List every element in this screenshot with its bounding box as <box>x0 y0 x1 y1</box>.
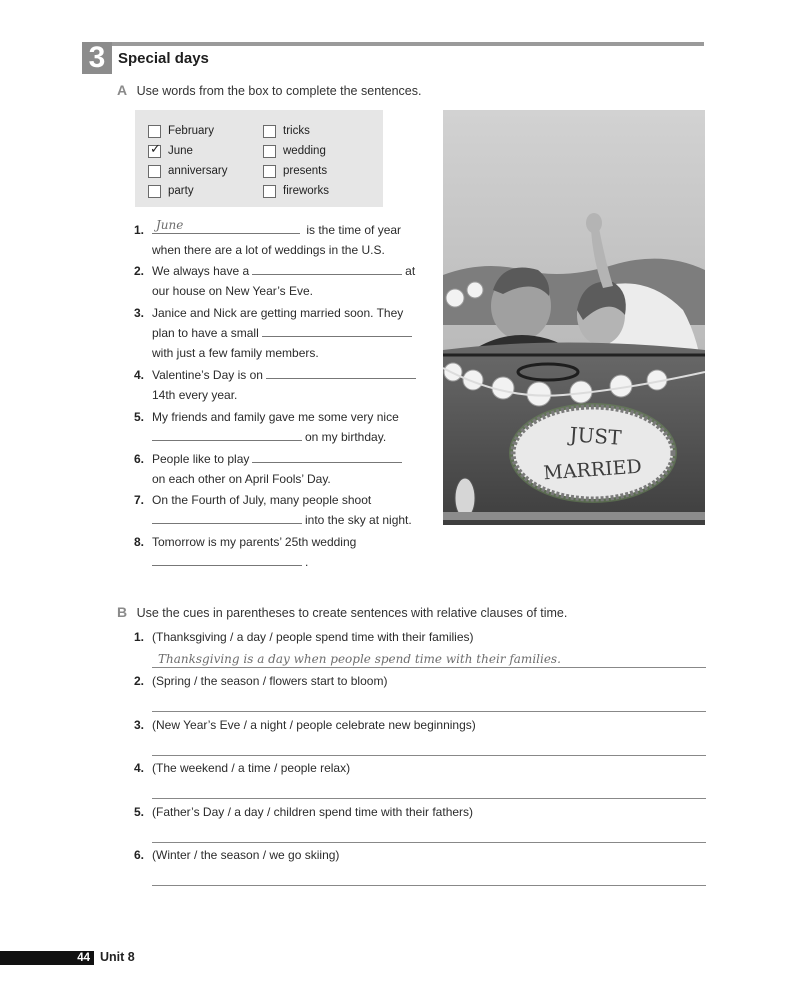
checkbox[interactable] <box>148 165 161 178</box>
checkbox[interactable] <box>263 165 276 178</box>
checkbox[interactable] <box>263 125 276 138</box>
checkbox[interactable] <box>263 145 276 158</box>
answer-blank[interactable] <box>266 365 416 379</box>
answer-line[interactable] <box>152 822 706 843</box>
answer-line[interactable] <box>152 647 706 668</box>
word-anniversary[interactable]: anniversary <box>148 163 227 179</box>
handwritten-answer: Thanksgiving is a day when people spend time with their families. <box>158 652 561 666</box>
answer-line[interactable] <box>152 865 706 886</box>
unit-label: Unit 8 <box>100 950 135 964</box>
checkbox[interactable] <box>263 185 276 198</box>
answer-line[interactable] <box>152 735 706 756</box>
part-b-item-4: 4. (The weekend / a time / people relax) <box>134 758 706 799</box>
exercise-number: 3 <box>82 42 112 74</box>
checkbox-checked[interactable] <box>148 145 161 158</box>
handwritten-answer: June <box>156 218 184 232</box>
sentence-6: 6. People like to play on each other on April Fools’ Day. <box>134 449 430 489</box>
wedding-photo <box>443 110 705 525</box>
answer-blank[interactable] <box>152 427 302 441</box>
word-wedding[interactable]: wedding <box>263 143 326 159</box>
answer-blank[interactable] <box>262 323 412 337</box>
word-box <box>135 110 383 207</box>
sentence-3: 3. Janice and Nick are getting married soon. They plan to have a small with just a few family members. <box>134 303 430 363</box>
answer-blank[interactable] <box>152 510 302 524</box>
sign-text-married: MARRIED <box>542 455 643 485</box>
part-b-item-3: 3. (New Year’s Eve / a night / people celebrate new beginnings) <box>134 715 706 756</box>
answer-blank[interactable] <box>152 220 300 234</box>
sentence-5: 5. My friends and family gave me some very nice on my birthday. <box>134 410 399 444</box>
page-number: 44 <box>77 952 90 964</box>
sentence-4: 4. Valentine’s Day is on 14th every year. <box>134 365 430 405</box>
checkbox[interactable] <box>148 125 161 138</box>
part-b-item-1: 1. (Thanksgiving / a day / people spend time with their families) Thanksgiving is a day when people spend time with their families. <box>134 627 706 668</box>
part-a-instruction: Use words from the box to complete the sentences. <box>136 84 422 98</box>
checkbox[interactable] <box>148 185 161 198</box>
part-a-letter: A <box>117 82 128 98</box>
sentence-8: 8. Tomorrow is my parents’ 25th wedding . <box>134 535 357 569</box>
part-b-instruction: Use the cues in parentheses to create sentences with relative clauses of time. <box>136 606 568 620</box>
sentence-7: 7. On the Fourth of July, many people shoot into the sky at night. <box>134 493 412 527</box>
word-tricks[interactable]: tricks <box>263 123 310 139</box>
part-b-heading <box>117 604 567 622</box>
exercise-title: Special days <box>118 50 209 67</box>
word-party[interactable]: party <box>148 183 194 199</box>
answer-blank[interactable] <box>252 449 402 463</box>
word-fireworks[interactable]: fireworks <box>263 183 329 199</box>
part-b-letter: B <box>117 604 128 620</box>
word-february[interactable]: February <box>148 123 214 139</box>
answer-line[interactable] <box>152 778 706 799</box>
word-june[interactable]: ✓ June <box>148 143 193 159</box>
sentence-1: 1. June is the time of year when there are a lot of weddings in the U.S. <box>134 220 430 260</box>
answer-line[interactable] <box>152 691 706 712</box>
sign-text-just: JUST <box>568 422 623 450</box>
part-b-item-6: 6. (Winter / the season / we go skiing) <box>134 845 706 886</box>
answer-blank[interactable] <box>152 552 302 566</box>
sentence-2: 2. We always have a at our house on New Year’s Eve. <box>134 261 430 301</box>
header-rule <box>110 42 704 46</box>
part-b-item-2: 2. (Spring / the season / flowers start to bloom) <box>134 671 706 712</box>
part-a-heading <box>117 82 421 100</box>
answer-blank[interactable] <box>252 261 402 275</box>
part-b-item-5: 5. (Father’s Day / a day / children spend time with their fathers) <box>134 802 706 843</box>
word-presents[interactable]: presents <box>263 163 327 179</box>
